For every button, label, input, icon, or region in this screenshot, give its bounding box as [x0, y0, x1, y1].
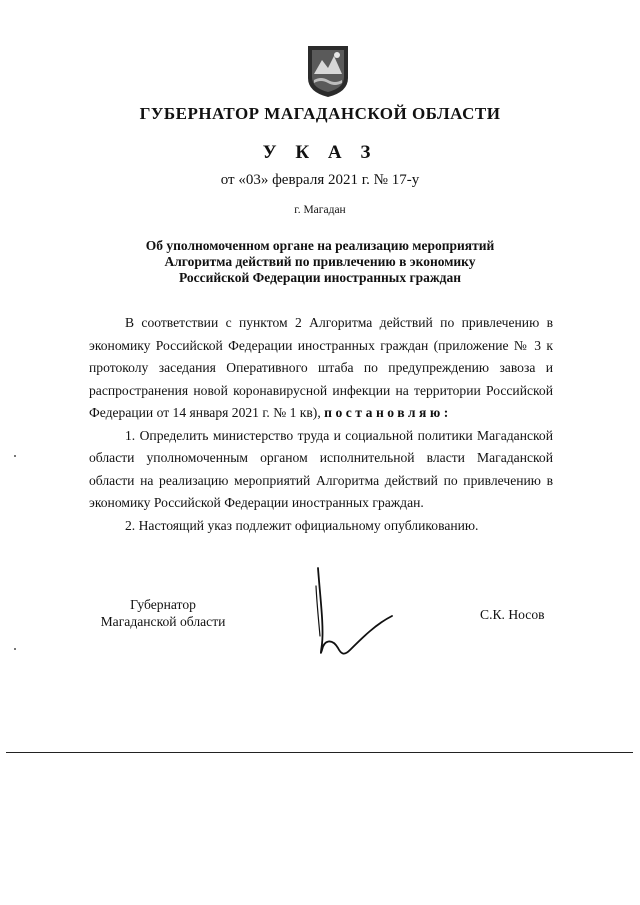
margin-mark [14, 455, 16, 457]
decree-word: постановляю: [324, 405, 452, 420]
document-body [89, 312, 553, 537]
preamble-paragraph [89, 312, 553, 425]
document-city: г. Магадан [294, 204, 346, 216]
item-1-paragraph: 1. Определить министерство труда и социальной политики Магаданской области уполномоченным органом исполнительной власти Магаданской области на реализацию мероприятий Алгоритма действий по привлечению в экономику Российской Федерации иностранных граждан. [89, 427, 553, 510]
handwritten-signature [310, 566, 402, 666]
document-type: У К А З [262, 142, 378, 163]
issuing-authority: ГУБЕРНАТОР МАГАДАНСКОЙ ОБЛАСТИ [139, 104, 501, 123]
margin-mark [14, 648, 16, 650]
document-title [80, 238, 560, 286]
title-line: Российской Федерации иностранных граждан [178, 270, 461, 285]
coat-of-arms-icon [306, 44, 350, 98]
signer-position [88, 596, 238, 630]
bottom-divider [6, 752, 633, 753]
item-2-paragraph: 2. Настоящий указ подлежит официальному опубликованию. [125, 517, 479, 533]
title-line: Об уполномоченном органе на реализацию мероприятий [145, 238, 495, 253]
preamble-text: В соответствии с пунктом 2 Алгоритма действий по привлечению в экономику Российской Федерации иностранных граждан (приложение № 3 к протоколу заседания Оперативного штаба по предупреждению завоза и распространения новой коронавирусной инфекции на территории Российской Федерации от 14 января 2021 г. № 1 кв), [89, 315, 553, 420]
document-date-number: от «03» февраля 2021 г. № 17-у [220, 172, 420, 188]
title-line: Алгоритма действий по привлечению в экономику [164, 254, 476, 269]
signer-name: С.К. Носов [480, 607, 545, 622]
signer-position-line: Магаданской области [100, 614, 226, 629]
signer-position-line: Губернатор [130, 597, 196, 612]
